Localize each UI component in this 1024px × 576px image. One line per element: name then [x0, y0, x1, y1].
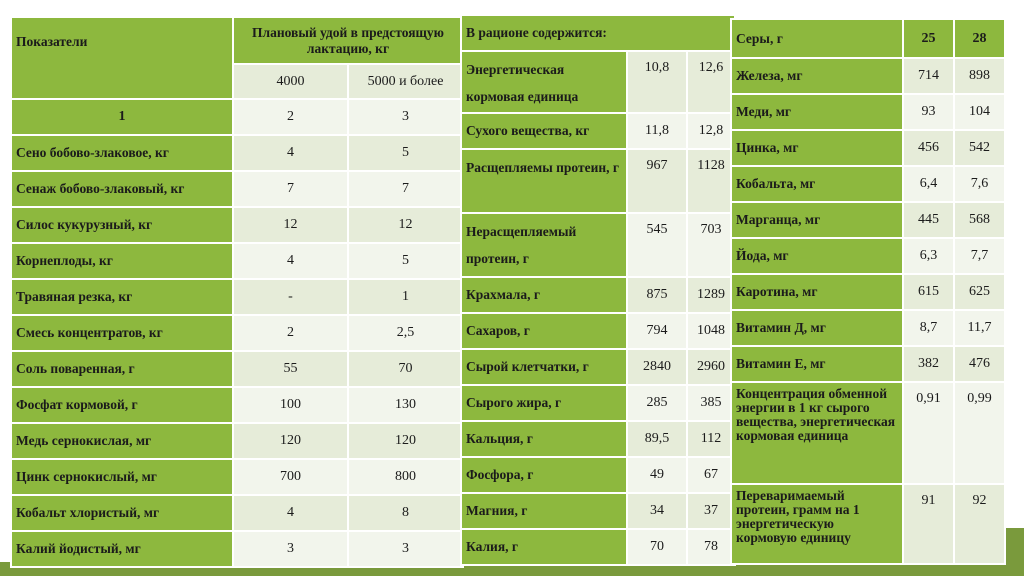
number-row-cell: 3	[348, 99, 463, 135]
row-name: Энергетическая кормовая единица	[461, 51, 627, 113]
row-value: 4	[233, 495, 348, 531]
row-value: 898	[954, 58, 1005, 94]
row-value: 703	[687, 213, 735, 277]
row-value: 55	[233, 351, 348, 387]
ration-content-table-continued	[730, 18, 1006, 565]
row-value: 7	[233, 171, 348, 207]
row-value: 700	[233, 459, 348, 495]
row-value: 70	[348, 351, 463, 387]
row-value: 1048	[687, 313, 735, 349]
table-row	[461, 113, 735, 149]
table-row	[461, 149, 735, 213]
ration-content-header: В рационе содержится:	[461, 15, 735, 51]
ration-table	[10, 16, 464, 568]
row-value: 1128	[687, 149, 735, 213]
row-value: 93	[903, 94, 954, 130]
row-value: 4	[233, 135, 348, 171]
row-name: Цинк сернокислый, мг	[11, 459, 233, 495]
table-row	[11, 135, 463, 171]
table-row	[461, 457, 735, 493]
table-row	[461, 385, 735, 421]
row-name: Витамин Д, мг	[731, 310, 903, 346]
row-value: 12,8	[687, 113, 735, 149]
row-name: Витамин Е, мг	[731, 346, 903, 382]
row-value: 28	[954, 19, 1005, 58]
table-row	[11, 243, 463, 279]
row-name: Крахмала, г	[461, 277, 627, 313]
row-value: 1	[348, 279, 463, 315]
table-row	[731, 382, 1005, 484]
row-name: Соль поваренная, г	[11, 351, 233, 387]
table-row	[731, 274, 1005, 310]
row-value: 120	[233, 423, 348, 459]
row-value: 67	[687, 457, 735, 493]
row-name: Кальция, г	[461, 421, 627, 457]
row-value: 542	[954, 130, 1005, 166]
number-row-cell: 1	[11, 99, 233, 135]
row-value: 100	[233, 387, 348, 423]
row-name: Цинка, мг	[731, 130, 903, 166]
row-value: 12,6	[687, 51, 735, 113]
row-value: 3	[233, 531, 348, 567]
row-name: Смесь концентратов, кг	[11, 315, 233, 351]
row-value: 6,4	[903, 166, 954, 202]
row-name: Сено бобово-злаковое, кг	[11, 135, 233, 171]
row-value: 0,91	[903, 382, 954, 484]
row-value: 1289	[687, 277, 735, 313]
table-row	[731, 130, 1005, 166]
table-row	[461, 213, 735, 277]
row-value: 4	[233, 243, 348, 279]
table-row	[11, 387, 463, 423]
table-row	[461, 277, 735, 313]
row-name: Калия, г	[461, 529, 627, 565]
row-value: 12	[233, 207, 348, 243]
row-value: 615	[903, 274, 954, 310]
table-row	[11, 207, 463, 243]
row-name: Калий йодистый, мг	[11, 531, 233, 567]
row-value: 445	[903, 202, 954, 238]
row-value: 89,5	[627, 421, 687, 457]
row-value: 5	[348, 135, 463, 171]
row-value: 2840	[627, 349, 687, 385]
row-value: 91	[903, 484, 954, 564]
table-row	[461, 51, 735, 113]
row-value: 78	[687, 529, 735, 565]
table-row	[461, 493, 735, 529]
row-value: 625	[954, 274, 1005, 310]
row-value: 130	[348, 387, 463, 423]
row-value: 37	[687, 493, 735, 529]
row-name: Фосфат кормовой, г	[11, 387, 233, 423]
row-value: 6,3	[903, 238, 954, 274]
row-value: 112	[687, 421, 735, 457]
table-row	[11, 315, 463, 351]
row-value: 714	[903, 58, 954, 94]
row-value: 2960	[687, 349, 735, 385]
row-name: Меди, мг	[731, 94, 903, 130]
row-name: Железа, мг	[731, 58, 903, 94]
indicator-header: Показатели	[11, 17, 233, 99]
subheader-4000: 4000	[233, 64, 348, 99]
row-name: Сенаж бобово-злаковый, кг	[11, 171, 233, 207]
row-value: 7	[348, 171, 463, 207]
table-row	[461, 421, 735, 457]
row-name: Концентрация обменной энергии в 1 кг сырого вещества, энергетическая кормовая единица	[731, 382, 903, 484]
table-row	[461, 529, 735, 565]
row-name: Фосфора, г	[461, 457, 627, 493]
row-value: 92	[954, 484, 1005, 564]
subheader-5000: 5000 и более	[348, 64, 463, 99]
row-value: -	[233, 279, 348, 315]
table-row	[731, 166, 1005, 202]
table-row	[731, 346, 1005, 382]
row-name: Серы, г	[731, 19, 903, 58]
table-row	[731, 202, 1005, 238]
row-name: Переваримаемый протеин, грамм на 1 энергетическую кормовую единицу	[731, 484, 903, 564]
row-value: 2,5	[348, 315, 463, 351]
row-name: Йода, мг	[731, 238, 903, 274]
table-row	[11, 495, 463, 531]
row-name: Силос кукурузный, кг	[11, 207, 233, 243]
table-row	[11, 459, 463, 495]
row-value: 3	[348, 531, 463, 567]
row-value: 285	[627, 385, 687, 421]
row-value: 0,99	[954, 382, 1005, 484]
row-name: Медь сернокислая, мг	[11, 423, 233, 459]
ration-content-table	[460, 14, 736, 566]
table-row	[11, 351, 463, 387]
row-value: 385	[687, 385, 735, 421]
row-name: Сырого жира, г	[461, 385, 627, 421]
row-value: 11,7	[954, 310, 1005, 346]
plan-yield-header: Плановый удой в предстоящую лактацию, кг	[233, 17, 463, 64]
table-row	[731, 58, 1005, 94]
row-value: 120	[348, 423, 463, 459]
row-value: 545	[627, 213, 687, 277]
row-value: 25	[903, 19, 954, 58]
row-value: 568	[954, 202, 1005, 238]
row-value: 11,8	[627, 113, 687, 149]
row-value: 8,7	[903, 310, 954, 346]
table-row	[731, 310, 1005, 346]
row-name: Расщепляемы протеин, г	[461, 149, 627, 213]
row-value: 476	[954, 346, 1005, 382]
row-name: Травяная резка, кг	[11, 279, 233, 315]
table-row	[11, 171, 463, 207]
row-value: 8	[348, 495, 463, 531]
table-row	[11, 423, 463, 459]
row-name: Корнеплоды, кг	[11, 243, 233, 279]
row-name: Кобальта, мг	[731, 166, 903, 202]
table-row	[731, 484, 1005, 564]
row-value: 7,7	[954, 238, 1005, 274]
row-value: 2	[233, 315, 348, 351]
row-value: 104	[954, 94, 1005, 130]
table-row	[11, 279, 463, 315]
row-value: 49	[627, 457, 687, 493]
table-row	[461, 349, 735, 385]
row-value: 34	[627, 493, 687, 529]
row-value: 10,8	[627, 51, 687, 113]
table-row	[731, 94, 1005, 130]
table-row	[11, 531, 463, 567]
number-row-cell: 2	[233, 99, 348, 135]
row-name: Марганца, мг	[731, 202, 903, 238]
row-name: Сухого вещества, кг	[461, 113, 627, 149]
row-name: Сырой клетчатки, г	[461, 349, 627, 385]
row-name: Каротина, мг	[731, 274, 903, 310]
row-name: Нерасщепляемый протеин, г	[461, 213, 627, 277]
row-value: 70	[627, 529, 687, 565]
row-value: 967	[627, 149, 687, 213]
row-value: 7,6	[954, 166, 1005, 202]
row-value: 5	[348, 243, 463, 279]
row-value: 456	[903, 130, 954, 166]
row-value: 794	[627, 313, 687, 349]
row-value: 800	[348, 459, 463, 495]
row-name: Сахаров, г	[461, 313, 627, 349]
table-row	[461, 313, 735, 349]
row-value: 382	[903, 346, 954, 382]
table-row	[731, 19, 1005, 58]
row-name: Магния, г	[461, 493, 627, 529]
table-row	[731, 238, 1005, 274]
row-name: Кобальт хлористый, мг	[11, 495, 233, 531]
row-value: 12	[348, 207, 463, 243]
row-value: 875	[627, 277, 687, 313]
